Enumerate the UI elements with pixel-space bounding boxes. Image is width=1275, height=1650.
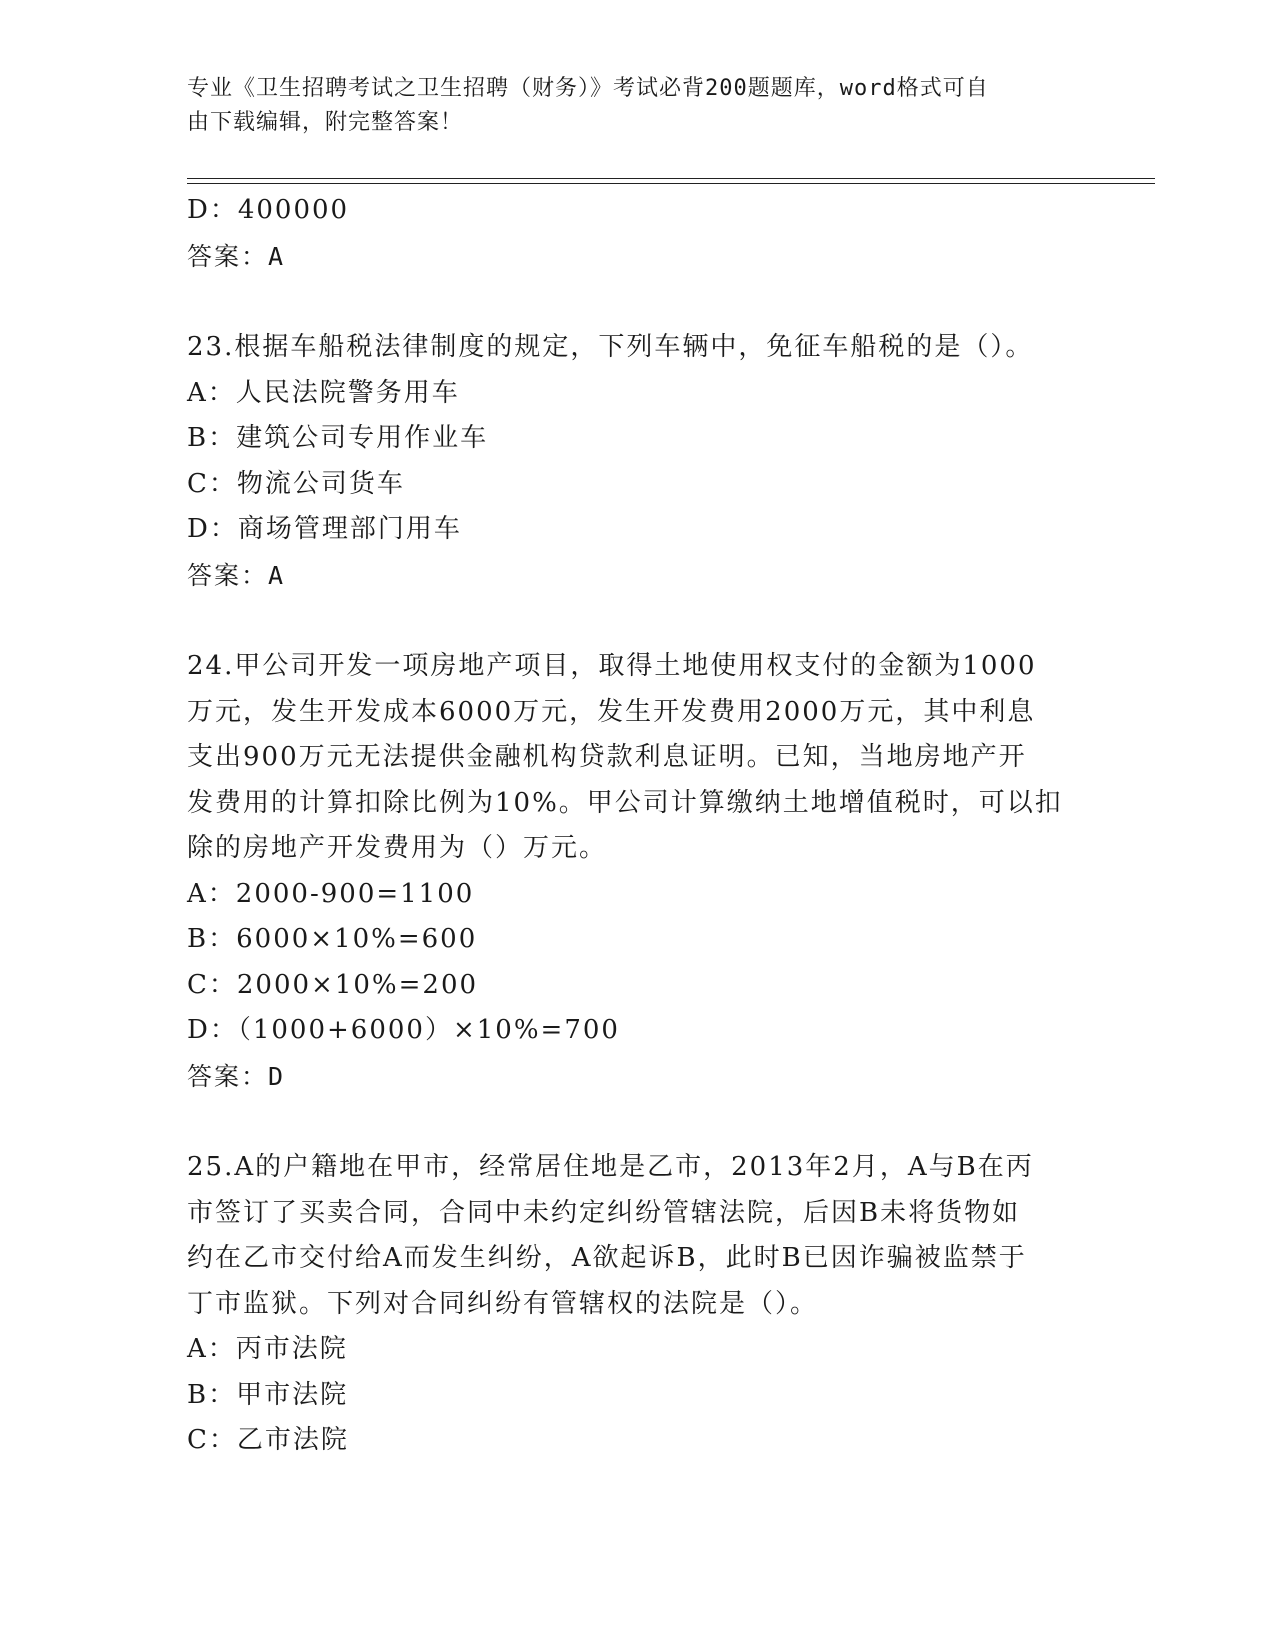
- q24-answer: 答案：D: [187, 1061, 286, 1091]
- q25-stem-line-2: 市签订了买卖合同，合同中未约定纠纷管辖法院，后因B未将货物如: [187, 1197, 1021, 1228]
- q25-option-c: C：乙市法院: [187, 1425, 349, 1455]
- q23-option-b: B：建筑公司专用作业车: [187, 423, 489, 453]
- question-spacer: [187, 1099, 1087, 1145]
- q25-stem-line-1: 25.A的户籍地在甲市，经常居住地是乙市，2013年2月，A与B在丙: [187, 1152, 1034, 1182]
- q24-option-d: D：（1000+6000）×10%=700: [187, 1015, 620, 1045]
- question-content: [187, 188, 1087, 1464]
- q23-option-c: C：物流公司货车: [187, 468, 405, 499]
- q24-stem-line-1: 24.甲公司开发一项房地产项目，取得土地使用权支付的金额为1000: [187, 651, 1037, 681]
- q23-option-a: A：人民法院警务用车: [187, 377, 460, 408]
- q23-option-d: D：商场管理部门用车: [187, 514, 462, 544]
- header-line-2: 由下载编辑，附完整答案！: [187, 110, 464, 135]
- question-spacer: [187, 279, 1087, 325]
- header-divider-top: [187, 178, 1155, 179]
- q25-option-a: A：丙市法院: [187, 1334, 348, 1364]
- q22-answer: 答案：A: [187, 241, 286, 271]
- q24-stem-line-4: 发费用的计算扣除比例为10%。甲公司计算缴纳土地增值税时，可以扣: [187, 787, 1063, 818]
- q24-option-c: C：2000×10%=200: [187, 969, 479, 1000]
- q24-stem-line-5: 除的房地产开发费用为（）万元。: [187, 833, 608, 863]
- q23-answer: 答案：A: [187, 560, 286, 590]
- q25-option-b: B：甲市法院: [187, 1379, 349, 1410]
- q24-option-b: B：6000×10%=600: [187, 924, 478, 954]
- header-divider-bottom: [187, 183, 1155, 184]
- q24-stem-line-3: 支出900万元无法提供金融机构贷款利息证明。已知，当地房地产开: [187, 742, 1027, 772]
- q25-stem-line-3: 约在乙市交付给A而发生纠纷，A欲起诉B，此时B已因诈骗被监禁于: [187, 1243, 1027, 1273]
- document-header: [187, 72, 1067, 140]
- q22-option-d: D：400000: [187, 195, 350, 225]
- q24-option-a: A：2000-900=1100: [187, 878, 475, 909]
- q25-stem-line-4: 丁市监狱。下列对合同纠纷有管辖权的法院是（）。: [187, 1288, 819, 1319]
- q23-stem: 23.根据车船税法律制度的规定，下列车辆中，免征车船税的是（）。: [187, 332, 1034, 362]
- question-spacer: [187, 598, 1087, 644]
- q24-stem-line-2: 万元，发生开发成本6000万元，发生开发费用2000万元，其中利息: [187, 696, 1036, 727]
- header-line-1: 专业《卫生招聘考试之卫生招聘（财务）》考试必背200题题库，word格式可自: [187, 76, 989, 101]
